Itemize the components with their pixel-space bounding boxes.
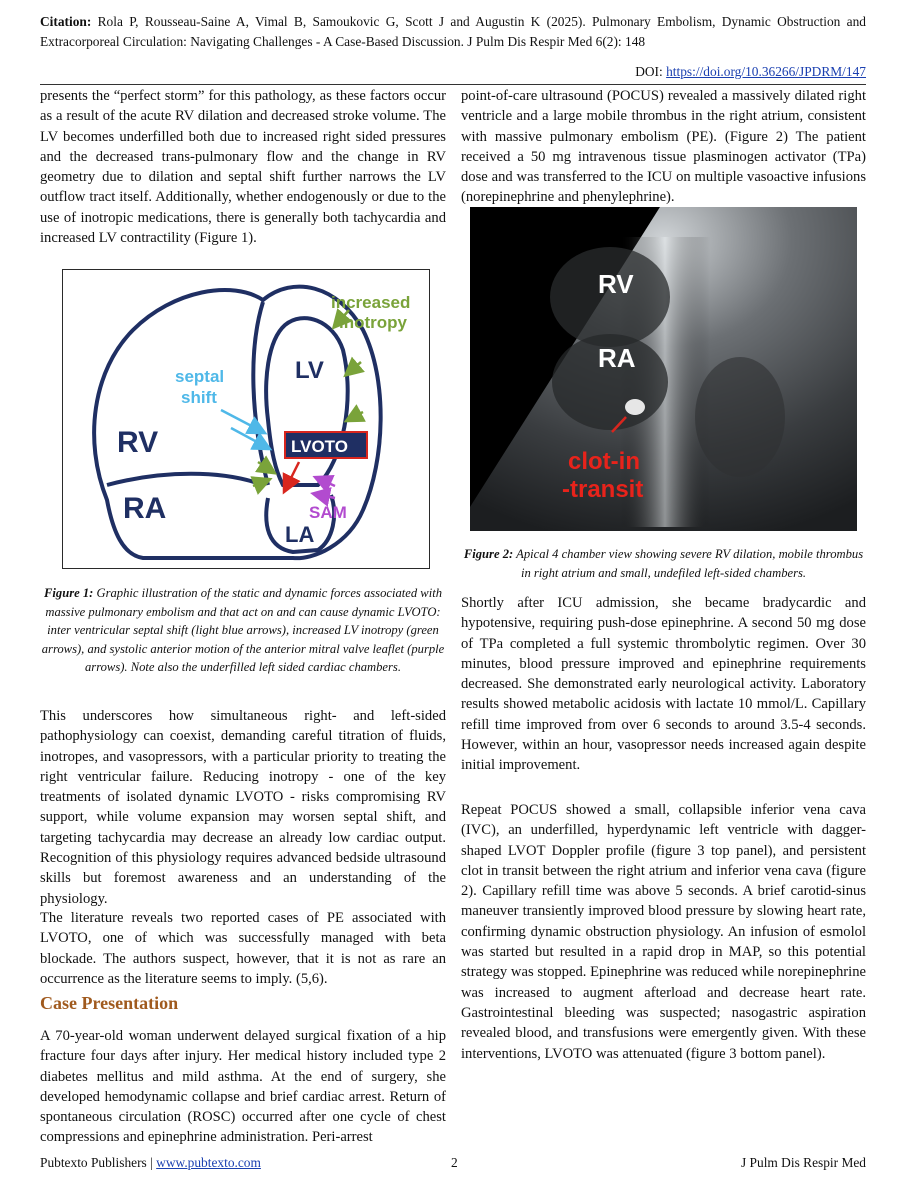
green-arrow-3 bbox=[348, 412, 363, 420]
label-ra-fig2: RA bbox=[598, 343, 636, 373]
label-shift: shift bbox=[181, 388, 217, 407]
fig1-caption-label: Figure 1: bbox=[44, 586, 94, 600]
header-rule bbox=[40, 84, 866, 85]
thrombus bbox=[625, 399, 645, 415]
left-p1-text: presents the “perfect storm” for this pathology, as these factors occur as a result of the acute RV dilation and decreased stroke volume. The LV becomes underfilled both due to increased right sided pressures and the decreased trans-pulmonary flow and the change in RV geometry due to dilation and septal shift further narrows the LV outflow tract itself. Additionally, whether endogenously or due to the use of inotropic medications, there is generally both tachycardia and increased LV contractility (Figure 1). bbox=[40, 88, 446, 247]
lv-chamber bbox=[266, 318, 348, 485]
label-rv-fig2: RV bbox=[598, 269, 634, 299]
page-number: 2 bbox=[451, 1155, 458, 1170]
left-paragraph-4 bbox=[40, 1026, 446, 1148]
label-clot-2: -transit bbox=[562, 476, 644, 503]
left-p2-text: This underscores how simultaneous right- and left-sided pathophysiology can coexist, demanding careful titration of fluids, inotropes, and vasopressors, with a particular priority to treating the right ventricular failure. Reducing inotropy - one of the key treatments of isolated dynamic LVOTO - risks compromising RV support, while volume expansion may worsen septal shift, and targeting tachycardia may decrease an already low cardiac output. Recognition of this physiology requires advanced bedside ultrasound skills but foremost awareness and an understanding of the physiology. bbox=[40, 708, 446, 907]
fig2-caption-text: Apical 4 chamber view showing severe RV dilation, mobile thrombus in right atrium and small, undefiled left-sided chambers. bbox=[516, 547, 864, 580]
label-increased: increased bbox=[331, 293, 411, 312]
right-paragraph-3 bbox=[461, 800, 866, 1064]
figure-1-caption bbox=[40, 584, 446, 677]
right-p3-text: Repeat POCUS showed a small, collapsible inferior vena cava (IVC), an underfilled, hyperdynamic left ventricle with dagger-shaped LVOT Doppler profile (figure 3 top panel), and persistent clot in transit between the right atrium and inferior vena cava (figure 2). Capillary refill time was above 5 seconds. A brief carotid-sinus maneuver transiently improved blood pressure by slowing heart rate, confirming dynamic obstruction physiology. An infusion of esmolol was started but resulted in a rapid drop in MAP, so this potential strategy was stopped. Epinephrine was reduced while norepinephrine was increased to augment afterload and decrease heart rate. Gastrointestinal bleeding was suspected; nasogastric aspiration revealed blood, and transfusions were emergently given. With these interventions, LVOTO was attenuated (figure 3 bottom panel). bbox=[461, 802, 866, 1062]
left-paragraph-1 bbox=[40, 86, 446, 248]
label-septal: septal bbox=[175, 367, 225, 386]
doi-link[interactable]: https://doi.org/10.36266/JPDRM/147 bbox=[666, 64, 866, 79]
left-paragraph-3 bbox=[40, 908, 446, 989]
fig2-caption-label: Figure 2: bbox=[463, 547, 514, 561]
right-paragraph-1 bbox=[461, 86, 866, 208]
footer-separator: | bbox=[150, 1155, 153, 1170]
right-p1-text: point-of-care ultrasound (POCUS) revealed a massively dilated right ventricle and a large mobile thrombus in the right atrium, consistent with massive pulmonary embolism (PE). (Figure 2) The patient received a 50 mg intravenous tissue plasminogen activator (TPa) dose and was transferred to the ICU on multiple vasoactive infusions (norepinephrine and phenylephrine). bbox=[461, 88, 866, 206]
figure-2-caption bbox=[461, 545, 866, 582]
figure-2 bbox=[470, 207, 857, 531]
footer-publisher: Pubtexto Publishers bbox=[40, 1155, 147, 1170]
figure-2-ultrasound bbox=[470, 207, 857, 531]
label-rv: RV bbox=[117, 426, 159, 459]
figure-1 bbox=[62, 269, 430, 569]
citation bbox=[40, 12, 866, 52]
label-lvoto: LVOTO bbox=[291, 437, 348, 456]
citation-text: Rola P, Rousseau-Saine A, Vimal B, Samoukovic G, Scott J and Augustin K (2025). Pulmonary Embolism, Dynamic Obstruction and Extracorporeal Circulation: Navigating Challenges - A Case-Based Discussion. J Pulm Dis Respir Med 6(2): 148 bbox=[40, 14, 866, 49]
green-arrow-2 bbox=[347, 362, 361, 374]
label-inotropy: inotropy bbox=[339, 313, 407, 332]
doi-line bbox=[635, 63, 866, 81]
section-heading-case-presentation: Case Presentation bbox=[40, 993, 179, 1013]
left-paragraph-2 bbox=[40, 706, 446, 909]
footer-website-link[interactable]: www.pubtexto.com bbox=[156, 1155, 261, 1170]
label-sam: SAM bbox=[309, 503, 347, 522]
fig1-caption-text: Graphic illustration of the static and dynamic forces associated with massive pulmonary embolism and that act on and can cause dynamic LVOTO: inter ventricular septal shift (light blue arrows), increased LV inotropy (green arrows), and systolic anterior motion of the anterior mitral valve leaflet (purple arrows). Note also the underfilled left sided cardiac chambers. bbox=[41, 586, 445, 675]
right-p2-text: Shortly after ICU admission, she became bradycardic and hypotensive, requiring push-dose epinephrine. A second 50 mg dose of TPa completed a full systemic thrombolytic regimen. Over 30 minutes, blood pressure improved and epinephrine requirements decreased. She demonstrated early neurological activity. Laboratory results showed metabolic acidosis with lactate 10 mmol/L. Capillary refill time improved from over 6 seconds to around 3.5-4 seconds. However, within an hour, vasopressor needs increased again despite initial improvement. bbox=[461, 595, 866, 774]
label-la: LA bbox=[285, 522, 315, 547]
left-p4-text: A 70-year-old woman underwent delayed surgical fixation of a hip fracture four days after injury. Her medical history included type 2 diabetes mellitus and mild asthma. At the end of surgery, she developed hemodynamic collapse and brief cardiac arrest. Return of spontaneous circulation (ROSC) occurred after one cycle of chest compressions and epinephrine administration. Peri-arrest bbox=[40, 1028, 446, 1146]
label-lv: LV bbox=[295, 357, 324, 384]
footer-journal: J Pulm Dis Respir Med bbox=[741, 1155, 866, 1170]
av-plane bbox=[107, 474, 263, 485]
footer-publisher-line bbox=[40, 1155, 261, 1171]
citation-label: Citation: bbox=[40, 14, 92, 29]
label-clot-1: clot-in bbox=[568, 448, 640, 475]
label-ra: RA bbox=[123, 492, 167, 525]
doi-label: DOI: bbox=[635, 64, 663, 79]
figure-1-illustration bbox=[63, 270, 429, 568]
left-chamber bbox=[695, 357, 785, 477]
right-paragraph-2 bbox=[461, 593, 866, 776]
left-p3-text: The literature reveals two reported cases of PE associated with LVOTO, one of which was successfully managed with beta blockade. The authors suspect, however, that it is not as rare an occurrence as the literature seems to imply. (5,6). bbox=[40, 910, 446, 987]
